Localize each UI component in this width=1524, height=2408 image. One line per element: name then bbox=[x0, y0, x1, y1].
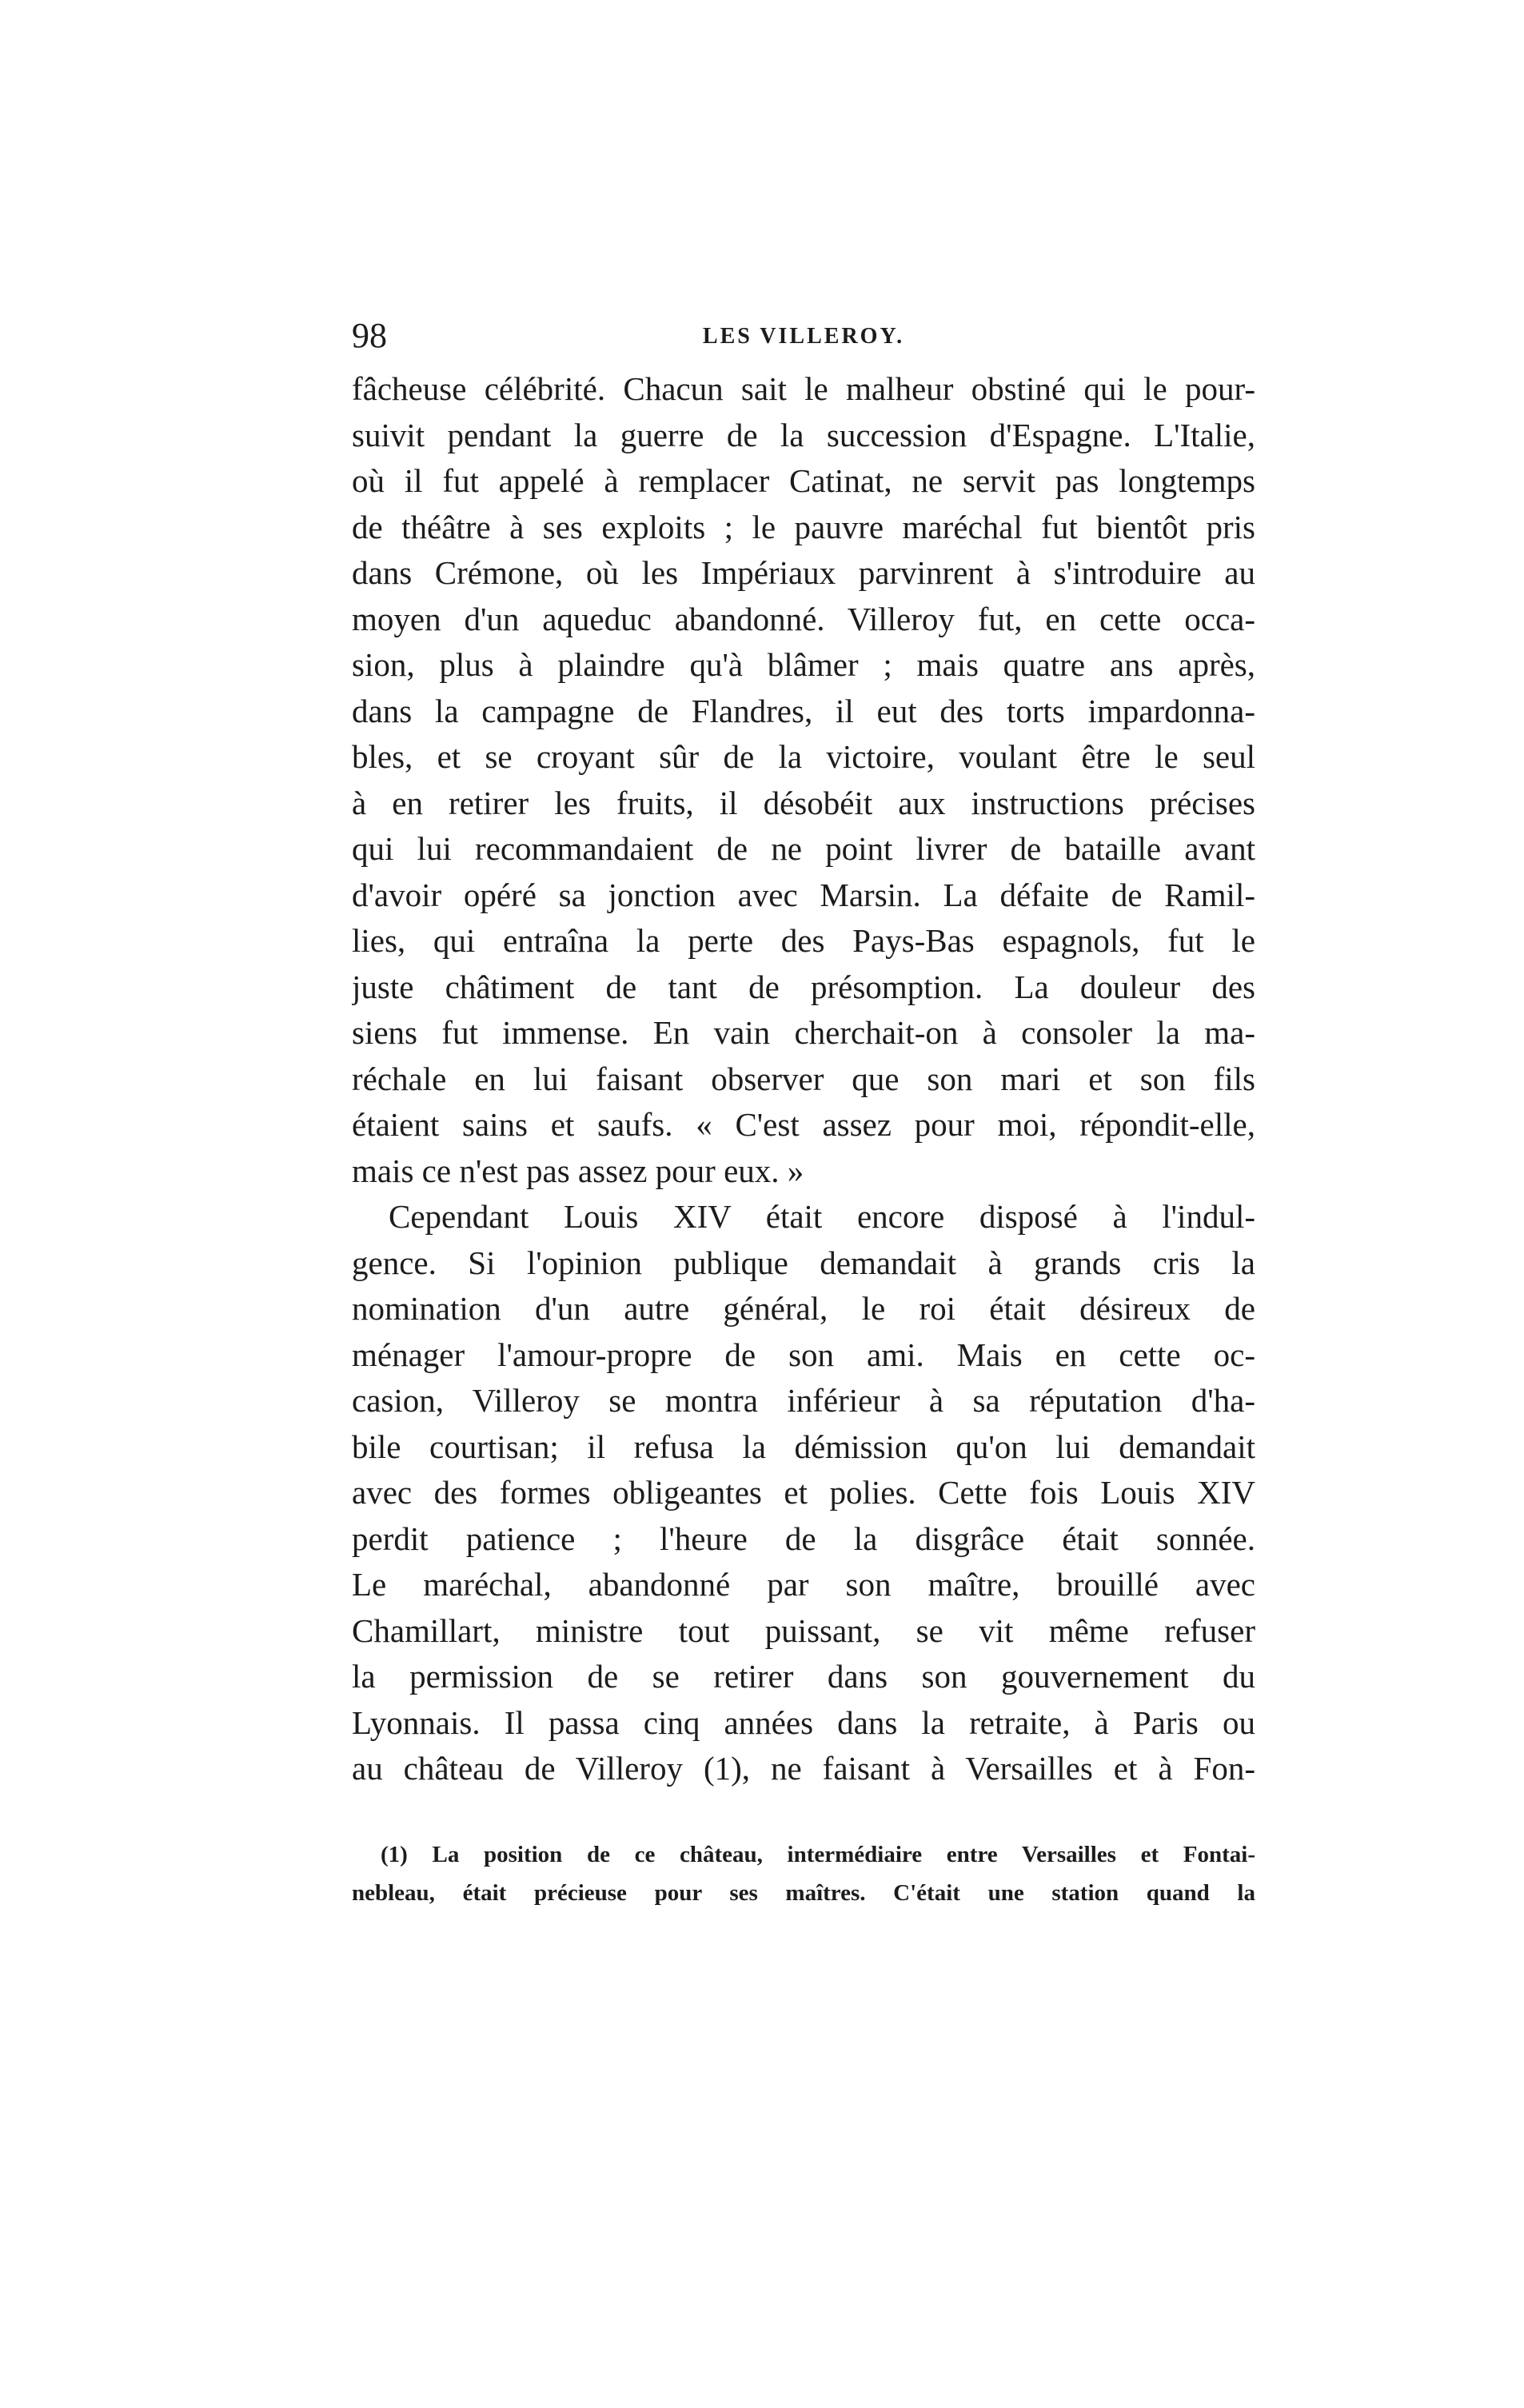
text-line: lies, qui entraîna la perte des Pays-Bas espagnols, fut le bbox=[352, 922, 1255, 959]
footnote bbox=[352, 1835, 1255, 1912]
text-line: perdit patience ; l'heure de la disgrâce était sonnée. bbox=[352, 1519, 1255, 1557]
text-line: juste châtiment de tant de présomption. La douleur des bbox=[352, 968, 1255, 1005]
text-line: étaient sains et saufs. « C'est assez pour moi, répondit-elle, bbox=[352, 1106, 1255, 1143]
text-line: réchale en lui faisant observer que son mari et son fils bbox=[352, 1060, 1255, 1097]
footnote-line: (1) La position de ce château, intermédiaire entre Versailles et Fontai- bbox=[381, 1842, 1255, 1867]
page-number: 98 bbox=[352, 316, 387, 355]
running-title: LES VILLEROY. bbox=[702, 324, 905, 349]
text-line: dans Crémone, où les Impériaux parvinrent à s'introduire au bbox=[352, 554, 1255, 591]
text-line: de théâtre à ses exploits ; le pauvre maréchal fut bientôt pris bbox=[352, 508, 1255, 545]
text-line: d'avoir opéré sa jonction avec Marsin. La défaite de Ramil- bbox=[352, 876, 1255, 913]
body-text bbox=[352, 366, 1255, 1792]
text-line: siens fut immense. En vain cherchait-on à consoler la ma- bbox=[352, 1014, 1255, 1051]
footnote-line: nebleau, était précieuse pour ses maîtres. C'était une station quand la bbox=[352, 1880, 1255, 1906]
text-line: sion, plus à plaindre qu'à blâmer ; mais quatre ans après, bbox=[352, 646, 1255, 683]
text-line: nomination d'un autre général, le roi était désireux de bbox=[352, 1290, 1255, 1327]
text-line: au château de Villeroy (1), ne faisant à Versailles et à Fon- bbox=[352, 1750, 1255, 1787]
paragraph-start-line: Cependant Louis XIV était encore disposé à l'indul- bbox=[389, 1198, 1255, 1235]
text-line: à en retirer les fruits, il désobéit aux instructions précises bbox=[352, 784, 1255, 821]
paragraph-end-line: mais ce n'est pas assez pour eux. » bbox=[352, 1152, 804, 1189]
text-line: fâcheuse célébrité. Chacun sait le malheur obstiné qui le pour- bbox=[352, 370, 1255, 407]
text-line: qui lui recommandaient de ne point livrer de bataille avant bbox=[352, 830, 1255, 867]
text-line: Le maréchal, abandonné par son maître, brouillé avec bbox=[352, 1566, 1255, 1603]
text-line: suivit pendant la guerre de la succession d'Espagne. L'Italie, bbox=[352, 416, 1255, 453]
text-line: bile courtisan; il refusa la démission qu'on lui demandait bbox=[352, 1428, 1255, 1465]
text-line: dans la campagne de Flandres, il eut des torts impardonna- bbox=[352, 692, 1255, 729]
text-line: ménager l'amour-propre de son ami. Mais en cette oc- bbox=[352, 1336, 1255, 1373]
text-line: Lyonnais. Il passa cinq années dans la retraite, à Paris ou bbox=[352, 1703, 1255, 1741]
text-line: bles, et se croyant sûr de la victoire, voulant être le seul bbox=[352, 738, 1255, 775]
text-line: où il fut appelé à remplacer Catinat, ne servit pas longtemps bbox=[352, 462, 1255, 499]
text-line: casion, Villeroy se montra inférieur à sa réputation d'ha- bbox=[352, 1382, 1255, 1419]
text-line: avec des formes obligeantes et polies. Cette fois Louis XIV bbox=[352, 1474, 1255, 1511]
text-line: Chamillart, ministre tout puissant, se vit même refuser bbox=[352, 1611, 1255, 1649]
text-line: la permission de se retirer dans son gouvernement du bbox=[352, 1658, 1255, 1695]
text-line: moyen d'un aqueduc abandonné. Villeroy fut, en cette occa- bbox=[352, 600, 1255, 637]
running-head bbox=[352, 312, 1255, 360]
text-line: gence. Si l'opinion publique demandait à grands cris la bbox=[352, 1244, 1255, 1281]
